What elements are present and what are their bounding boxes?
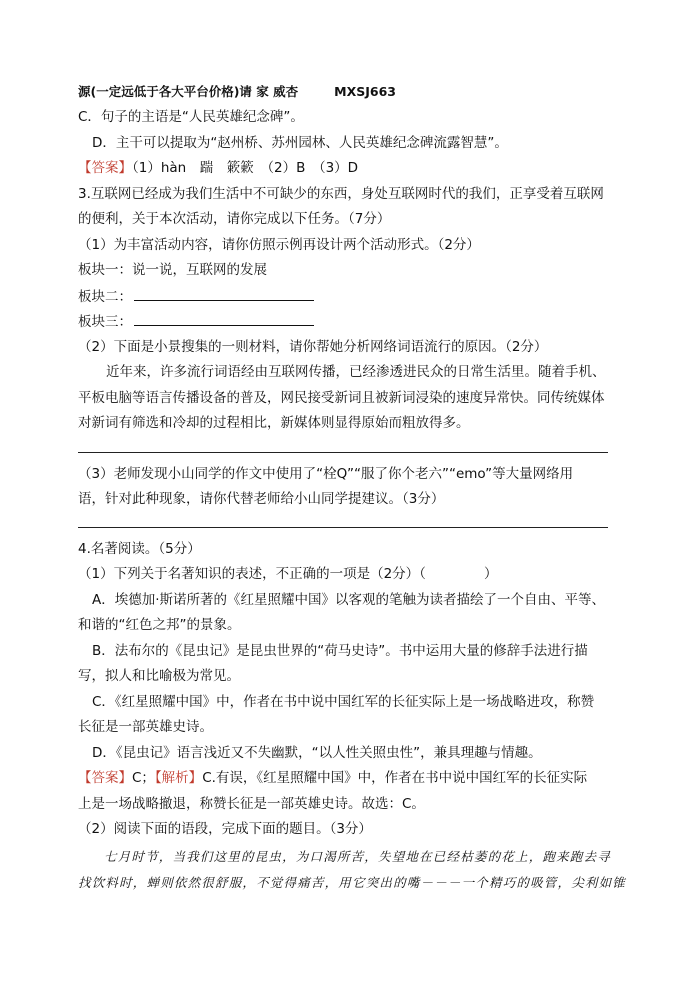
answer-2-value: C；: [132, 770, 155, 786]
q3-sub3-line-1: （3）老师发现小山同学的作文中使用了“栓Q”“服了你个老六”“emo”等大量网络用: [78, 466, 574, 482]
answer-line-2[interactable]: [78, 527, 608, 528]
answer-text: （1）hàn 踹 簌簌 （2）B （3）D: [132, 160, 359, 176]
block-3-blank[interactable]: [134, 312, 314, 326]
q4-option-a-line-2: 和谐的“红色之邦”的景象。: [78, 617, 241, 633]
analysis-text-2: 上是一场战略撤退，称赞长征是一部英雄史诗。故选：C。: [78, 796, 425, 812]
answer-2-tag: 【答案】: [78, 770, 132, 786]
q3-block-2: [78, 287, 314, 306]
q3-block-3: [78, 312, 314, 331]
q4-option-b-line-1: B．法布尔的《昆虫记》是昆虫世界的“荷马史诗”。书中运用大量的修辞手法进行描: [92, 643, 588, 659]
q3-intro-line-2: 的便利，关于本次活动，请你完成以下任务。（7分）: [78, 211, 391, 227]
q4-title: 4.名著阅读。（5分）: [78, 541, 201, 557]
q4-option-a-line-1: A．埃德加·斯诺所著的《红星照耀中国》以客观的笔触为读者描绘了一个自由、平等、: [92, 592, 606, 608]
passage-line-1: 七月时节，当我们这里的昆虫，为口渴所苦，失望地在已经枯萎的花上，跑来跑去寻: [104, 849, 611, 864]
q4-option-b-line-2: 写，拟人和比喻极为常见。: [78, 668, 240, 684]
answer-1: [78, 159, 358, 177]
material-line-1: 近年来，许多流行词语经由互联网传播，已经渗透进民众的日常生活里。随着手机、: [106, 364, 606, 380]
q3-sub2: （2）下面是小景搜集的一则材料，请你帮她分析网络词语流行的原因。（2分）: [78, 339, 548, 355]
q4-option-c-line-1: C．《红星照耀中国》中，作者在书中说中国红军的长征实际上是一场战略进攻，称赞: [92, 694, 595, 710]
answer-line-1[interactable]: [78, 452, 608, 453]
answer-2-line-1: [78, 769, 587, 787]
q4-option-d: D．《昆虫记》语言浅近又不失幽默，“以人性关照虫性”，兼具理趣与情趣。: [92, 745, 542, 761]
passage-line-2: 找饮料时，蝉则依然很舒服，不觉得痛苦，用它突出的嘴－－－一个精巧的吸管，尖利如锥: [78, 875, 627, 890]
q3-block-1: 板块一：说一说，互联网的发展: [78, 262, 267, 278]
material-line-2: 平板电脑等语言传播设备的普及，网民接受新词且被新词浸染的速度异常快。同传统媒体: [78, 390, 605, 406]
page-header: [78, 83, 396, 101]
q4-sub1: [78, 565, 497, 583]
block-2-label: 板块二：: [78, 289, 132, 305]
q3-intro-line-1: 3.互联网已经成为我们生活中不可缺少的东西，身处互联网时代的我们，正享受着互联网: [78, 186, 604, 202]
q3-sub3-line-2: 语，针对此种现象，请你代替老师给小山同学提建议。（3分）: [78, 491, 445, 507]
q4-sub1-close: ）: [483, 566, 498, 582]
analysis-tag: 【解析】: [154, 770, 203, 786]
analysis-text-1: C.有误，《红星照耀中国》中，作者在书中说中国红军的长征实际: [202, 770, 588, 786]
answer-tag: 【答案】: [78, 160, 132, 176]
block-3-label: 板块三：: [78, 314, 132, 330]
header-code: MXSJ663: [334, 84, 396, 99]
header-source-text: 源(一定远低于各大平台价格)请 家 威杏: [78, 84, 299, 99]
material-line-3: 对新词有筛选和冷却的过程相比，新媒体则显得原始而粗放得多。: [78, 415, 470, 431]
q2-option-d: D．主干可以提取为“赵州桥、苏州园林、人民英雄纪念碑流露智慧”。: [92, 135, 508, 151]
q4-sub2: （2）阅读下面的语段，完成下面的题目。（3分）: [78, 821, 372, 837]
q4-option-c-line-2: 长征是一部英雄史诗。: [78, 719, 213, 735]
q4-sub1-text: （1）下列关于名著知识的表述，不正确的一项是（2分）（: [78, 566, 426, 582]
q2-option-c: C．句子的主语是“人民英雄纪念碑”。: [78, 109, 304, 125]
q3-sub1: （1）为丰富活动内容，请你仿照示例再设计两个活动形式。（2分）: [78, 237, 480, 253]
block-2-blank[interactable]: [134, 287, 314, 301]
